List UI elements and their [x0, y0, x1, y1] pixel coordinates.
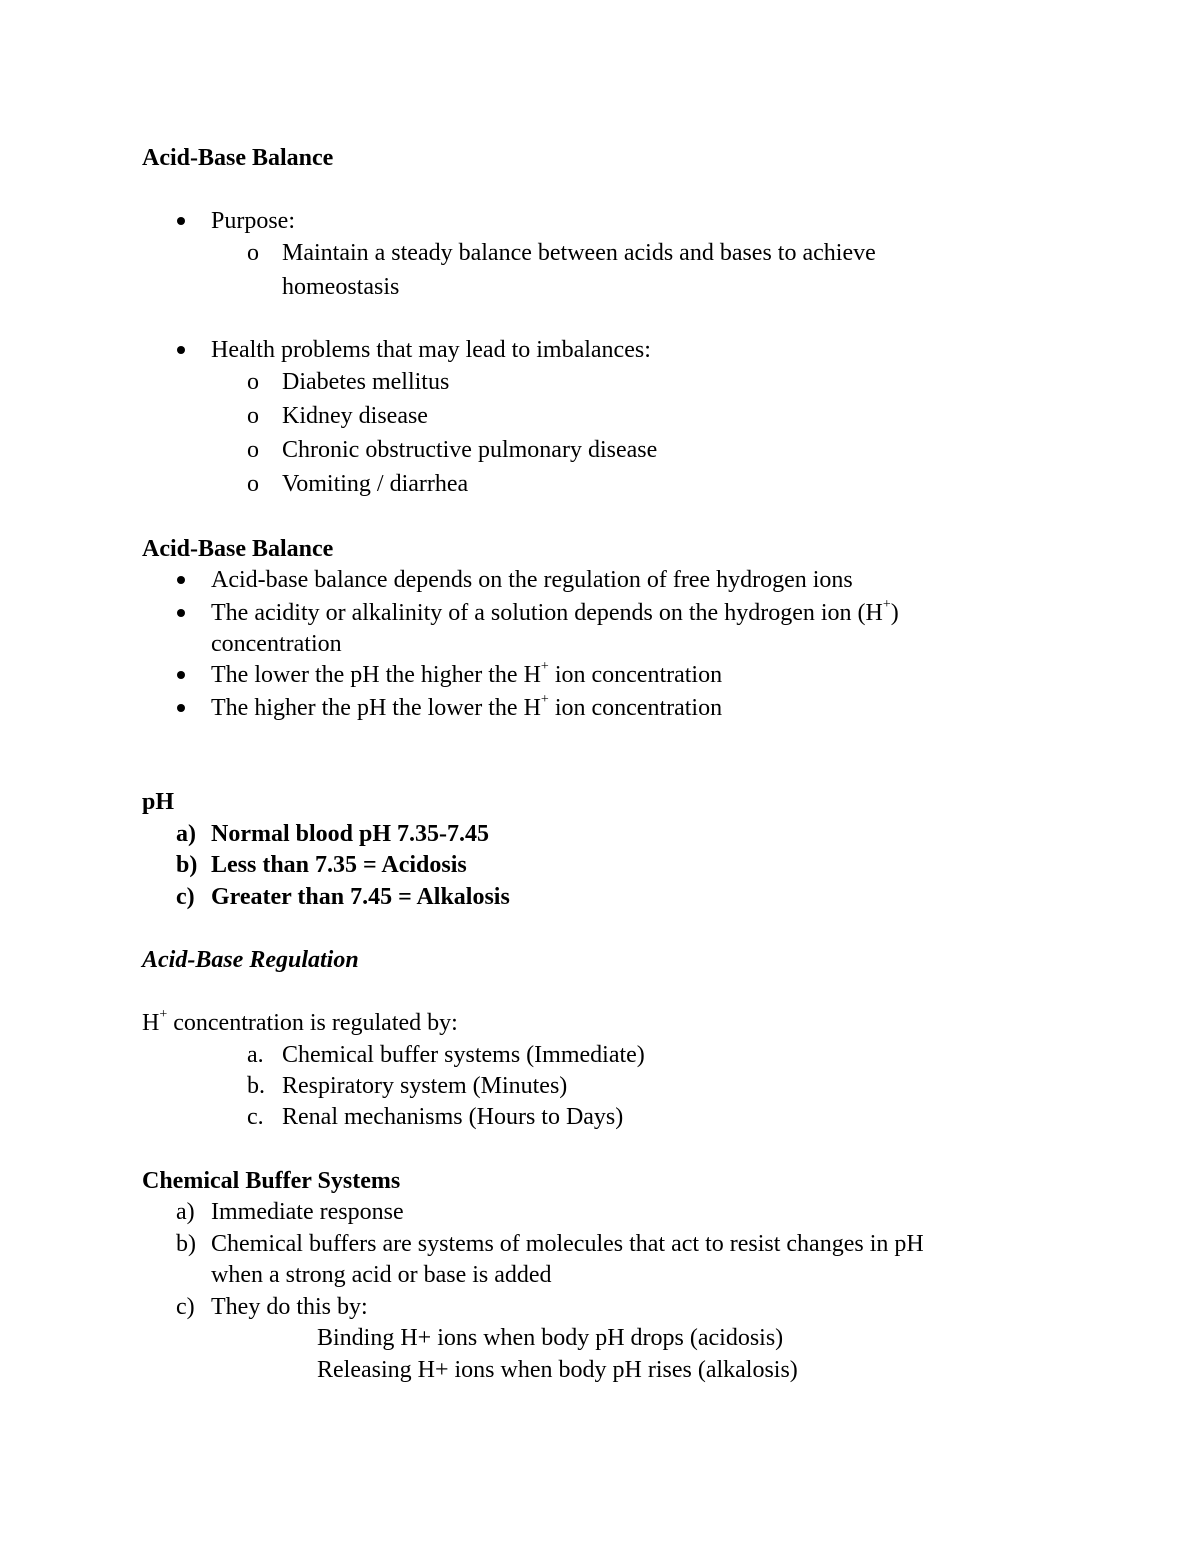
list-marker: a) — [176, 1199, 195, 1225]
list-item — [211, 693, 722, 723]
sub-list-item: Binding H+ ions when body pH drops (acidosis) — [317, 1325, 784, 1351]
text-part: The higher the pH the lower the H — [211, 695, 541, 721]
sub-bullet-icon: o — [247, 369, 259, 395]
list-item: Renal mechanisms (Hours to Days) — [282, 1104, 624, 1130]
list-item: Chemical buffers are systems of molecules that act to resist changes in pH — [211, 1231, 924, 1257]
text-part: ion concentration — [548, 695, 723, 721]
list-item: Less than 7.35 = Acidosis — [211, 852, 467, 878]
list-marker: a. — [247, 1042, 264, 1068]
text-part: ion concentration — [548, 662, 723, 688]
text-part: H — [142, 1010, 160, 1036]
list-marker: a) — [176, 821, 196, 847]
sub-bullet-icon: o — [247, 471, 259, 497]
bullet-icon — [177, 704, 185, 712]
list-marker: c) — [176, 884, 195, 910]
list-item-cont: concentration — [211, 631, 342, 657]
purpose-text-cont: homeostasis — [282, 274, 400, 300]
superscript: + — [159, 1007, 168, 1022]
purpose-label: Purpose: — [211, 208, 295, 234]
bullet-icon — [177, 609, 185, 617]
section-heading: Chemical Buffer Systems — [142, 1168, 401, 1194]
bullet-icon — [177, 576, 185, 584]
list-item: Respiratory system (Minutes) — [282, 1073, 568, 1099]
list-item — [211, 660, 722, 690]
bullet-icon — [177, 217, 185, 225]
section-heading: pH — [142, 789, 175, 815]
list-item: Diabetes mellitus — [282, 369, 450, 395]
intro-text — [142, 1008, 458, 1038]
list-item: Chemical buffer systems (Immediate) — [282, 1042, 645, 1068]
text-part: The acidity or alkalinity of a solution depends on the hydrogen ion (H — [211, 600, 883, 626]
list-marker: c) — [176, 1294, 195, 1320]
sub-bullet-icon: o — [247, 437, 259, 463]
sub-list-item: Releasing H+ ions when body pH rises (alkalosis) — [317, 1357, 798, 1383]
sub-bullet-icon: o — [247, 403, 259, 429]
section-heading: Acid-Base Regulation — [142, 947, 359, 973]
list-marker: c. — [247, 1104, 264, 1130]
bullet-icon — [177, 671, 185, 679]
list-item-cont: when a strong acid or base is added — [211, 1262, 552, 1288]
list-item: Acid-base balance depends on the regulation of free hydrogen ions — [211, 567, 853, 593]
list-item: Vomiting / diarrhea — [282, 471, 469, 497]
list-item: Chronic obstructive pulmonary disease — [282, 437, 658, 463]
superscript: + — [540, 659, 549, 674]
list-item — [211, 598, 899, 628]
list-item: Kidney disease — [282, 403, 428, 429]
list-marker: b. — [247, 1073, 265, 1099]
superscript: + — [882, 597, 891, 612]
bullet-icon — [177, 346, 185, 354]
list-marker: b) — [176, 1231, 196, 1257]
text-part: concentration is regulated by: — [167, 1010, 458, 1036]
text-part: ) — [890, 600, 899, 626]
superscript: + — [540, 692, 549, 707]
list-item: Greater than 7.45 = Alkalosis — [211, 884, 510, 910]
text-part: The lower the pH the higher the H — [211, 662, 541, 688]
section-heading: Acid-Base Balance — [142, 536, 334, 562]
purpose-text: Maintain a steady balance between acids and bases to achieve — [282, 240, 876, 266]
list-item: They do this by: — [211, 1294, 368, 1320]
health-label: Health problems that may lead to imbalances: — [211, 337, 651, 363]
list-item: Immediate response — [211, 1199, 404, 1225]
list-item: Normal blood pH 7.35-7.45 — [211, 821, 490, 847]
list-marker: b) — [176, 852, 198, 878]
sub-bullet-icon: o — [247, 240, 259, 266]
section-heading: Acid-Base Balance — [142, 145, 334, 171]
